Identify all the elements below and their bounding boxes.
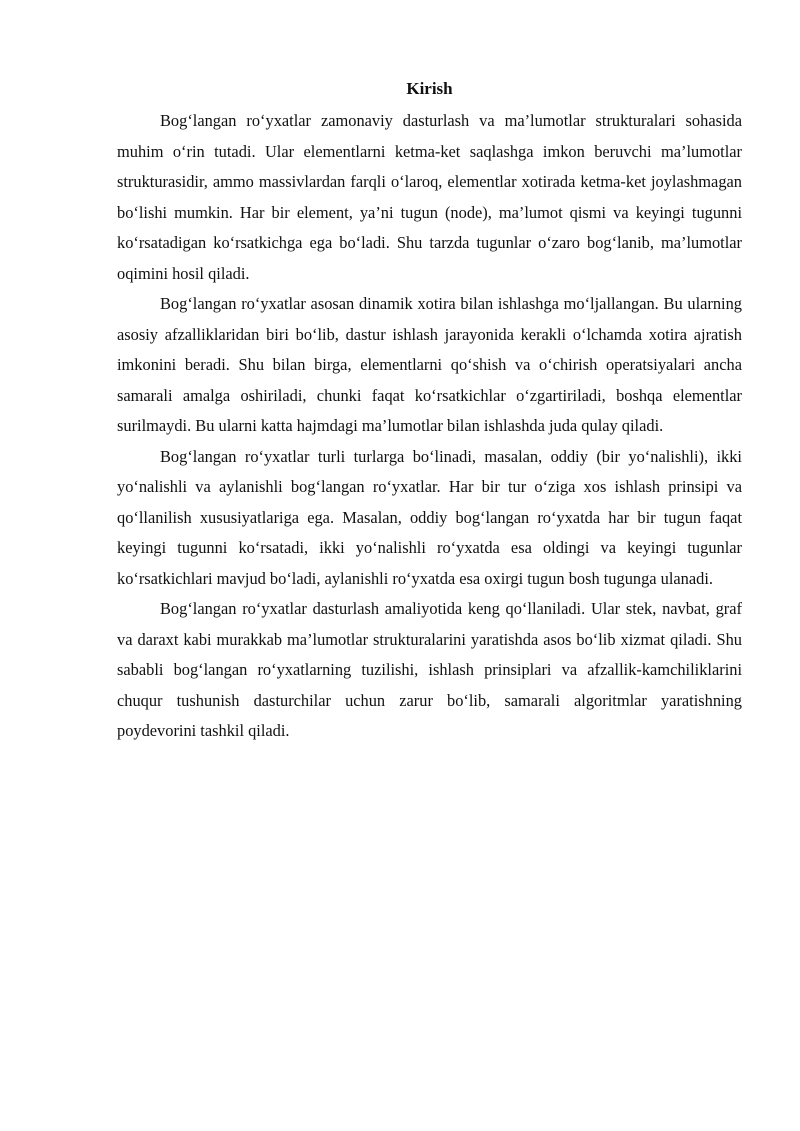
document-title: Kirish xyxy=(406,79,453,98)
paragraph-3: Bog‘langan ro‘yxatlar turli turlarga bo‘linadi, masalan, oddiy (bir yo‘nalishli), ikki yo‘nalishli va aylanishli bog‘langan ro‘yxatlar. Har bir tur o‘ziga xos ishlash prinsipi va qo‘llanilish xususiyatlariga ega. Masalan, oddiy bog‘langan ro‘yxatda har bir tugun faqat keyingi tugunni ko‘rsatadi, ikki yo‘nalishli ro‘yxatda esa oldingi va keyingi tugunlar ko‘rsatkichlari mavjud bo‘ladi, aylanishli ro‘yxatda esa oxirgi tugun bosh tugunga ulanadi. xyxy=(117,446,742,588)
paragraph-2: Bog‘langan ro‘yxatlar asosan dinamik xotira bilan ishlashga mo‘ljallangan. Bu ularning asosiy afzalliklaridan biri bo‘lib, dastur ishlash jarayonida kerakli o‘lchamda xotira ajratish imkonini beradi. Shu bilan birga, elementlarni qo‘shish va o‘chirish operatsiyalari ancha samarali amalga oshiriladi, chunki faqat ko‘rsatkichlar o‘zgartiriladi, boshqa elementlar surilmaydi. Bu ularni katta hajmdagi ma’lumotlar bilan ishlashda juda qulay qiladi. xyxy=(117,294,742,435)
document-body xyxy=(117,76,742,747)
paragraph-4: Bog‘langan ro‘yxatlar dasturlash amaliyotida keng qo‘llaniladi. Ular stek, navbat, graf va daraxt kabi murakkab ma’lumotlar strukturalarini yaratishda asos bo‘lib xizmat qiladi. Shu sababli bog‘langan ro‘yxatlarning tuzilishi, ishlash prinsiplari va afzallik-kamchiliklarini chuqur tushunish dasturchilar uchun zarur bo‘lib, samarali algoritmlar yaratishning poydevorini tashkil qiladi. xyxy=(117,599,742,740)
paragraph-1: Bog‘langan ro‘yxatlar zamonaviy dasturlash va ma’lumotlar strukturalari sohasida muhim o‘rin tutadi. Ular elementlarni ketma-ket saqlashga imkon beruvchi ma’lumotlar strukturasidir, ammo massivlardan farqli o‘laroq, elementlar xotirada ketma-ket joylashmagan bo‘lishi mumkin. Har bir element, ya’ni tugun (node), ma’lumot qismi va keyingi tugunni ko‘rsatadigan ko‘rsatkichga ega bo‘ladi. Shu tarzda tugunlar o‘zaro bog‘lanib, ma’lumotlar oqimini hosil qiladi. xyxy=(117,111,742,283)
